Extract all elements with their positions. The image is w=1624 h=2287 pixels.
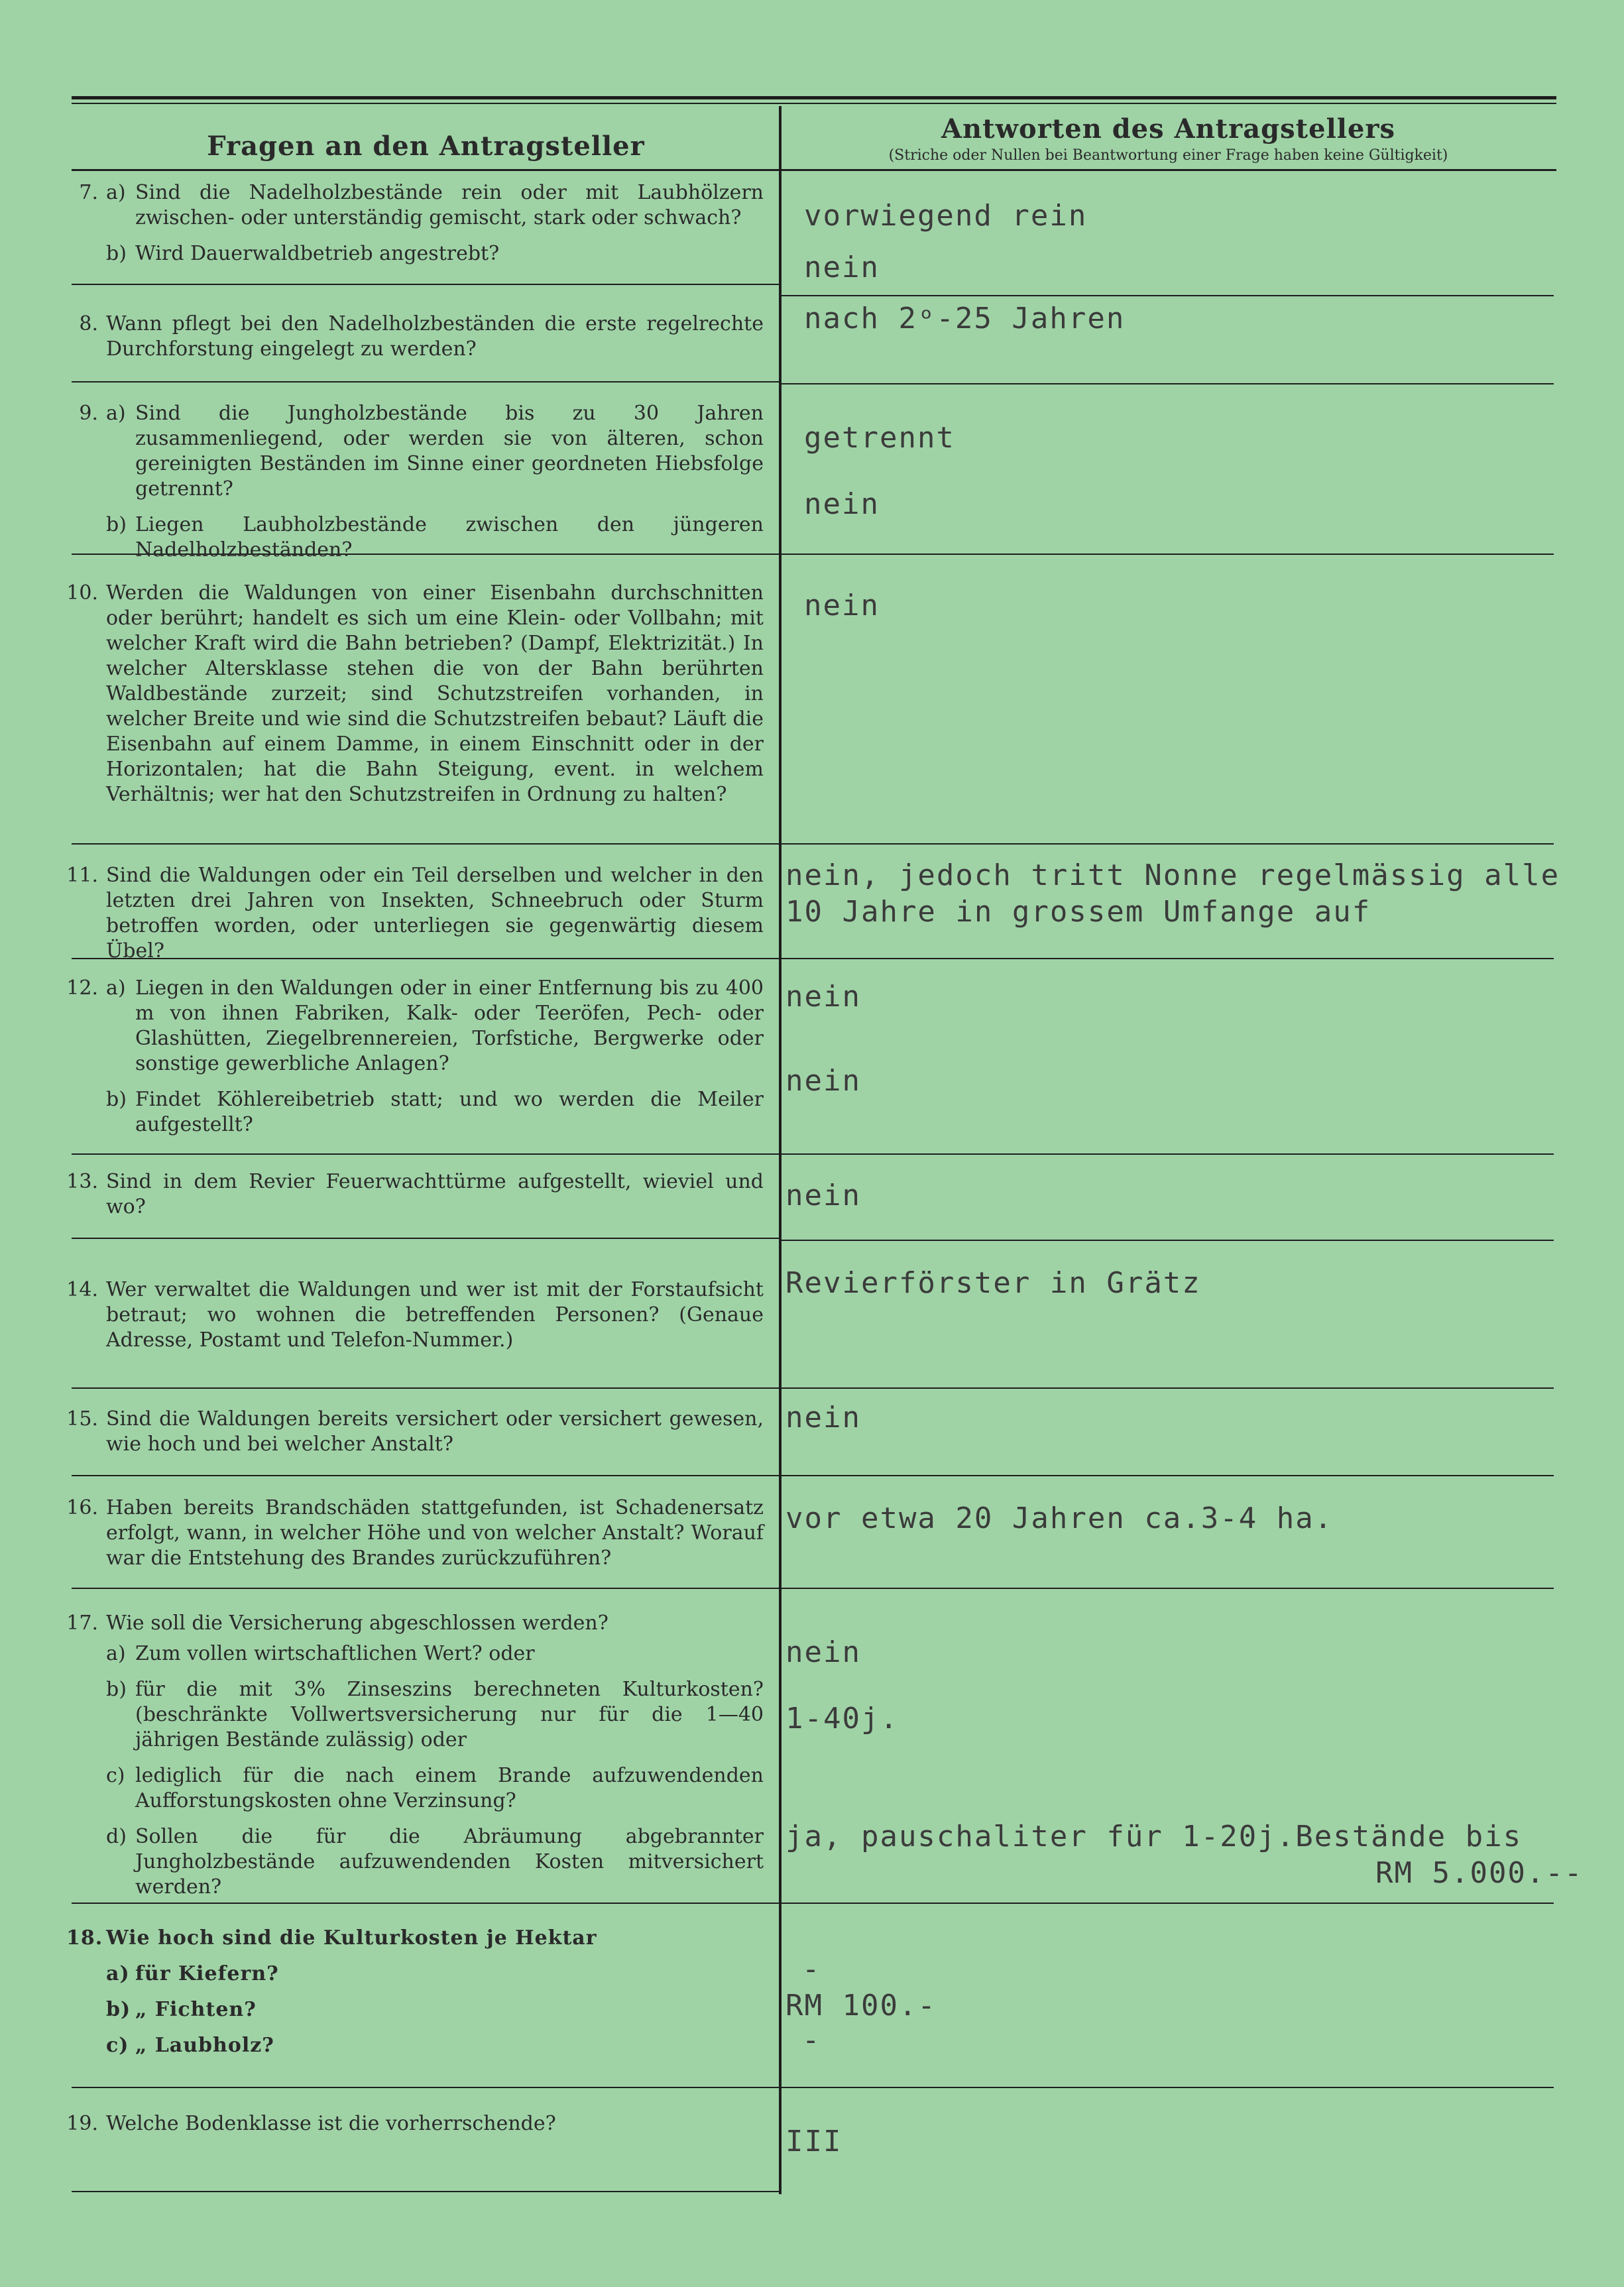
question-subpart: a): [106, 1642, 126, 1665]
question-number: 12.: [66, 976, 98, 1000]
column-divider: [779, 106, 782, 2194]
answer-9b: nein: [804, 487, 880, 521]
question-subpart: a): [106, 976, 126, 1000]
row-rule-left: [72, 1153, 779, 1155]
question-text: Zum vollen wirtschaftlichen Wert? oder: [135, 1642, 535, 1665]
question-number: 15.: [66, 1407, 98, 1431]
row-rule-left: [72, 1238, 779, 1239]
question-9: [66, 401, 764, 563]
question-subpart: b): [106, 1088, 127, 1111]
question-10: [66, 581, 764, 807]
question-text: lediglich für die nach einem Brande aufzuwendenden Aufforstungskosten ohne Verzinsung?: [135, 1764, 764, 1812]
question-text: Haben bereits Brandschäden stattgefunden, ist Schadenersatz erfolgt, wann, in welcher Höhe und von welcher Anstalt? Worauf war die Entstehung des Brandes zurückzuführen?: [106, 1496, 764, 1570]
question-text: Wie soll die Versicherung abgeschlossen werden?: [106, 1612, 609, 1635]
row-rule-left: [72, 1475, 779, 1476]
answer-13: nein: [785, 1179, 861, 1212]
row-rule-right: [782, 1387, 1554, 1389]
question-subpart: c): [106, 2034, 129, 2057]
question-text: Werden die Waldungen von einer Eisenbahn durchschnitten oder berührt; handelt es sich um eine Klein- oder Vollbahn; mit welcher Kraft wird die Bahn betrieben? (Dampf, Elektrizität.) In welcher Altersklasse stehen die von der Bahn berührten Waldbestände zurzeit; sind Schutzstreifen vorhanden, in welcher Breite und wie sind die Schutzstreifen bebaut? Läuft die Eisenbahn auf einem Damme, in einem Einschnitt oder in der Horizontalen; hat die Bahn Steigung, event. in welchem Verhältnis; wer hat den Schutzstreifen in Ordnung zu halten?: [106, 581, 764, 806]
question-subpart: a): [106, 402, 126, 425]
question-number: 10.: [66, 581, 98, 605]
question-number: 8.: [79, 312, 98, 335]
question-text: Sind die Nadelholzbestände rein oder mit Laubhölzern zwischen- oder unterständig gemischt, stark oder schwach?: [135, 181, 764, 229]
row-rule-right: [782, 2087, 1554, 2088]
answers-header-title: Antworten des Antragstellers: [941, 113, 1395, 145]
question-8: [66, 312, 764, 362]
answer-9a: getrennt: [804, 421, 955, 455]
answers-column-header: [782, 109, 1554, 182]
question-text: Wird Dauerwaldbetrieb angestrebt?: [135, 242, 500, 265]
question-13: [66, 1169, 764, 1220]
row-rule-left: [72, 1588, 779, 1589]
question-text: Sind in dem Revier Feuerwachttürme aufgestellt, wieviel und wo?: [106, 1170, 764, 1218]
top-double-rule-1: [72, 96, 1556, 99]
row-rule-right: [782, 843, 1554, 845]
question-subpart: a): [106, 181, 126, 204]
question-text: Liegen in den Waldungen oder in einer Entfernung bis zu 400 m von ihnen Fabriken, Kalk- oder Teeröfen, Pech- oder Glashütten, Ziegelbrennereien, Torfstiche, Bergwerke oder sonstige gewerbliche Anlagen?: [135, 976, 764, 1075]
answer-14: Revierförster in Grätz: [785, 1266, 1201, 1300]
answers-header-note: (Striche oder Nullen bei Beantwortung einer Frage haben keine Gültigkeit): [888, 147, 1448, 164]
question-subpart: d): [106, 1825, 127, 1848]
row-rule-right: [782, 1903, 1554, 1904]
row-rule-right: [782, 1153, 1554, 1155]
question-text: Wer verwaltet die Waldungen und wer ist mit der Forstaufsicht betraut; wo wohnen die betreffenden Personen? (Genaue Adresse, Postamt und Telefon-Nummer.): [106, 1278, 764, 1352]
answer-16: vor etwa 20 Jahren ca.3-4 ha.: [785, 1501, 1334, 1535]
question-text: „ Fichten?: [135, 1998, 257, 2021]
answer-11-line1: nein, jedoch tritt Nonne regelmässig alle: [785, 858, 1560, 892]
row-rule-right: [782, 1588, 1554, 1589]
question-12: [66, 976, 764, 1138]
answer-19: III: [785, 2125, 842, 2158]
answer-8: nach 2ᵒ-25 Jahren: [804, 302, 1126, 335]
question-text: für die mit 3% Zinseszins berechneten Kulturkosten? (beschränkte Vollwertsversicherung nur für die 1—40 jährigen Bestände zulässig) oder: [135, 1678, 764, 1751]
row-rule-left: [72, 2087, 779, 2088]
question-text: Wie hoch sind die Kulturkosten je Hektar: [106, 1926, 597, 1950]
question-number: 16.: [66, 1496, 98, 1519]
question-subpart: b): [106, 1678, 127, 1701]
answer-17d-line2: RM 5.000.--: [1375, 1856, 1584, 1890]
question-number: 11.: [66, 864, 98, 887]
question-16: [66, 1495, 764, 1571]
row-rule-left: [72, 843, 779, 845]
row-rule-right: [782, 383, 1554, 384]
question-subpart: a): [106, 1962, 130, 1985]
question-text: „ Laubholz?: [135, 2034, 274, 2057]
question-text: Sind die Waldungen bereits versichert oder versichert gewesen, wie hoch und bei welcher Anstalt?: [106, 1407, 764, 1456]
question-text: für Kiefern?: [135, 1962, 279, 1985]
question-subpart: b): [106, 1998, 131, 2021]
question-19: [66, 2111, 764, 2137]
row-rule-right: [782, 554, 1554, 555]
question-text: Welche Bodenklasse ist die vorherrschende?: [106, 2112, 556, 2135]
row-rule-left: [72, 1387, 779, 1389]
question-text: Sind die Jungholzbestände bis zu 30 Jahren zusammenliegend, oder werden sie von älteren, schon gereinigten Beständen im Sinne einer geordneten Hiebsfolge getrennt?: [135, 402, 764, 500]
question-number: 17.: [66, 1612, 98, 1635]
answer-18c: -: [802, 2023, 821, 2057]
row-rule-left: [72, 284, 779, 285]
answer-18b: RM 100.-: [785, 1989, 937, 2023]
question-number: 7.: [79, 181, 98, 204]
question-subpart: b): [106, 242, 127, 265]
bottom-rule-left: [72, 2191, 779, 2192]
question-text: Sind die Waldungen oder ein Teil derselben und welcher in den letzten drei Jahren von Insekten, Schneebruch oder Sturm betroffen worden, oder unterliegen sie gegenwärtig diesem Übel?: [106, 864, 764, 963]
answer-12a: nein: [785, 980, 861, 1014]
question-11: [66, 863, 764, 964]
question-subpart: c): [106, 1764, 125, 1787]
question-18: [66, 1926, 764, 2058]
answer-7a: vorwiegend rein: [804, 199, 1088, 233]
answer-15: nein: [785, 1401, 861, 1435]
answer-11-line2: 10 Jahre in grossem Umfange auf: [785, 895, 1371, 929]
questions-column-header: Fragen an den Antragsteller: [207, 130, 645, 162]
answer-17a: nein: [785, 1635, 861, 1669]
question-text: Findet Köhlereibetrieb statt; und wo werden die Meiler aufgestellt?: [135, 1088, 764, 1136]
question-number: 9.: [79, 402, 98, 425]
top-double-rule-2: [72, 103, 1556, 104]
question-7: [66, 180, 764, 266]
question-number: 13.: [66, 1170, 98, 1193]
row-rule-left: [72, 381, 779, 382]
row-rule-right: [782, 1240, 1554, 1241]
row-rule-right: [782, 295, 1554, 296]
answer-7b: nein: [804, 251, 880, 284]
row-rule-right: [782, 958, 1554, 959]
answer-17d-line1: ja, pauschaliter für 1-20j.Bestände bis: [785, 1820, 1523, 1853]
answer-12b: nein: [785, 1064, 861, 1098]
answer-17b: 1-40j.: [785, 1702, 899, 1735]
question-number: 19.: [66, 2112, 98, 2135]
answer-18a: -: [802, 1952, 821, 1986]
row-rule-left: [72, 1903, 779, 1904]
question-number: 18.: [66, 1926, 103, 1950]
question-text: Wann pflegt bei den Nadelholzbeständen die erste regelrechte Durchforstung eingelegt zu werden?: [106, 312, 764, 361]
question-14: [66, 1277, 764, 1353]
question-subpart: b): [106, 513, 127, 536]
row-rule-right: [782, 1475, 1554, 1476]
question-number: 14.: [66, 1278, 98, 1301]
answer-10: nein: [804, 589, 880, 622]
question-text: Liegen Laubholzbestände zwischen den jüngeren Nadelholzbeständen?: [135, 513, 764, 561]
question-17: [66, 1611, 764, 1900]
question-15: [66, 1407, 764, 1457]
question-text: Sollen die für die Abräumung abgebrannter Jungholzbestände aufzuwendenden Kosten mitversichert werden?: [135, 1825, 764, 1899]
